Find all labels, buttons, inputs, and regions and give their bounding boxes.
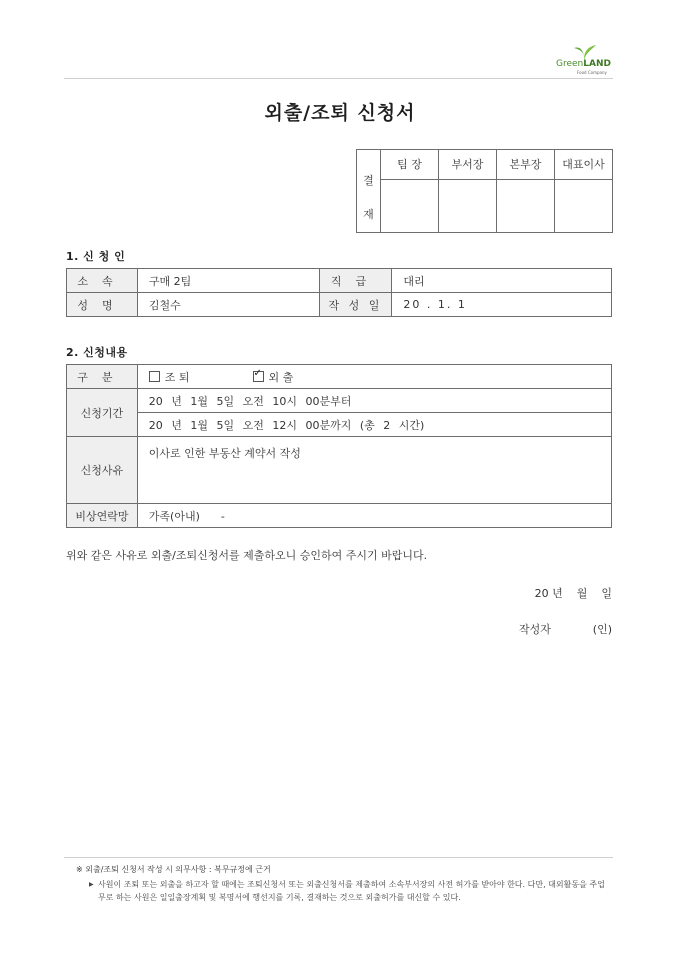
checkbox-outing[interactable] <box>253 371 264 382</box>
document-title: 외출/조퇴 신청서 <box>264 102 416 124</box>
dept-value[interactable]: 구매 2팀 <box>137 269 319 293</box>
approval-role-ceo: 대표이사 <box>555 150 613 180</box>
dept-label: 소속 <box>67 269 138 293</box>
rank-label: 직급 <box>319 269 392 293</box>
bullet-triangle-icon: ▶ <box>89 881 94 888</box>
rank-value[interactable]: 대리 <box>392 269 612 293</box>
bottom-divider <box>64 857 613 858</box>
signature-cell-dept-head[interactable] <box>439 179 497 232</box>
approval-role-division-head: 본부장 <box>497 150 555 180</box>
section-applicant-heading: 1. 신 청 인 <box>66 250 126 263</box>
submission-date: 20 년 월 일 <box>534 587 612 600</box>
signature-cell-ceo[interactable] <box>555 179 613 232</box>
checkbox-early-leave[interactable] <box>149 371 160 382</box>
contact-label: 비상연락망 <box>67 504 138 528</box>
footnote-text: 사원이 조퇴 또는 외출을 하고자 할 때에는 조퇴신청서 또는 외출신청서를 제출하여 소속부서장의 사전 허가를 받아야 한다. 다만, 대외활동을 주업무로 하는 사원은 일일출장계획 및 복명서에 행선지를 기록, 결재하는 것으로 외출허가를 대신할 수 있다. <box>98 880 605 902</box>
request-content-table <box>66 364 612 528</box>
writer-signature-line: 작성자 (인) <box>518 623 612 636</box>
approval-role-team-lead: 팀 장 <box>381 150 439 180</box>
approval-box <box>356 149 613 233</box>
footnote-body <box>86 878 611 904</box>
name-value[interactable]: 김철수 <box>137 293 319 317</box>
section-content-heading: 2. 신청내용 <box>66 346 128 359</box>
category-label: 구분 <box>67 365 138 389</box>
top-divider <box>64 78 613 79</box>
signature-cell-division-head[interactable] <box>497 179 555 232</box>
logo-subtitle: Food Company <box>577 70 607 75</box>
early-leave-label: 조 퇴 <box>164 370 190 384</box>
approval-role-dept-head: 부서장 <box>439 150 497 180</box>
leaf-icon <box>571 44 597 60</box>
category-options <box>137 365 611 389</box>
period-label: 신청기간 <box>67 389 138 437</box>
company-logo <box>553 44 613 76</box>
period-to[interactable]: 20 년 1월 5일 오전 12시 00분까지 (총 2 시간) <box>137 413 611 437</box>
signature-cell-team-lead[interactable] <box>381 179 439 232</box>
reason-value[interactable]: 이사로 인한 부동산 계약서 작성 <box>137 437 611 504</box>
period-from[interactable]: 20 년 1월 5일 오전 10시 00분부터 <box>137 389 611 413</box>
written-date-value[interactable]: 20 . 1. 1 <box>392 293 612 317</box>
outing-label: 외 출 <box>268 370 294 384</box>
footnote-title: ※ 외출/조퇴 신청서 작성 시 의무사항 : 복무규정에 근거 <box>76 865 271 874</box>
logo-wordmark: GreenLAND <box>556 59 611 69</box>
approval-label: 결 재 <box>357 150 381 233</box>
submission-statement: 위와 같은 사유로 외출/조퇴신청서를 제출하오니 승인하여 주시기 바랍니다. <box>66 549 428 562</box>
name-label: 성명 <box>67 293 138 317</box>
contact-value[interactable]: 가족(아내) - <box>137 504 611 528</box>
applicant-table <box>66 268 612 317</box>
written-date-label: 작 성 일 <box>319 293 392 317</box>
reason-label: 신청사유 <box>67 437 138 504</box>
